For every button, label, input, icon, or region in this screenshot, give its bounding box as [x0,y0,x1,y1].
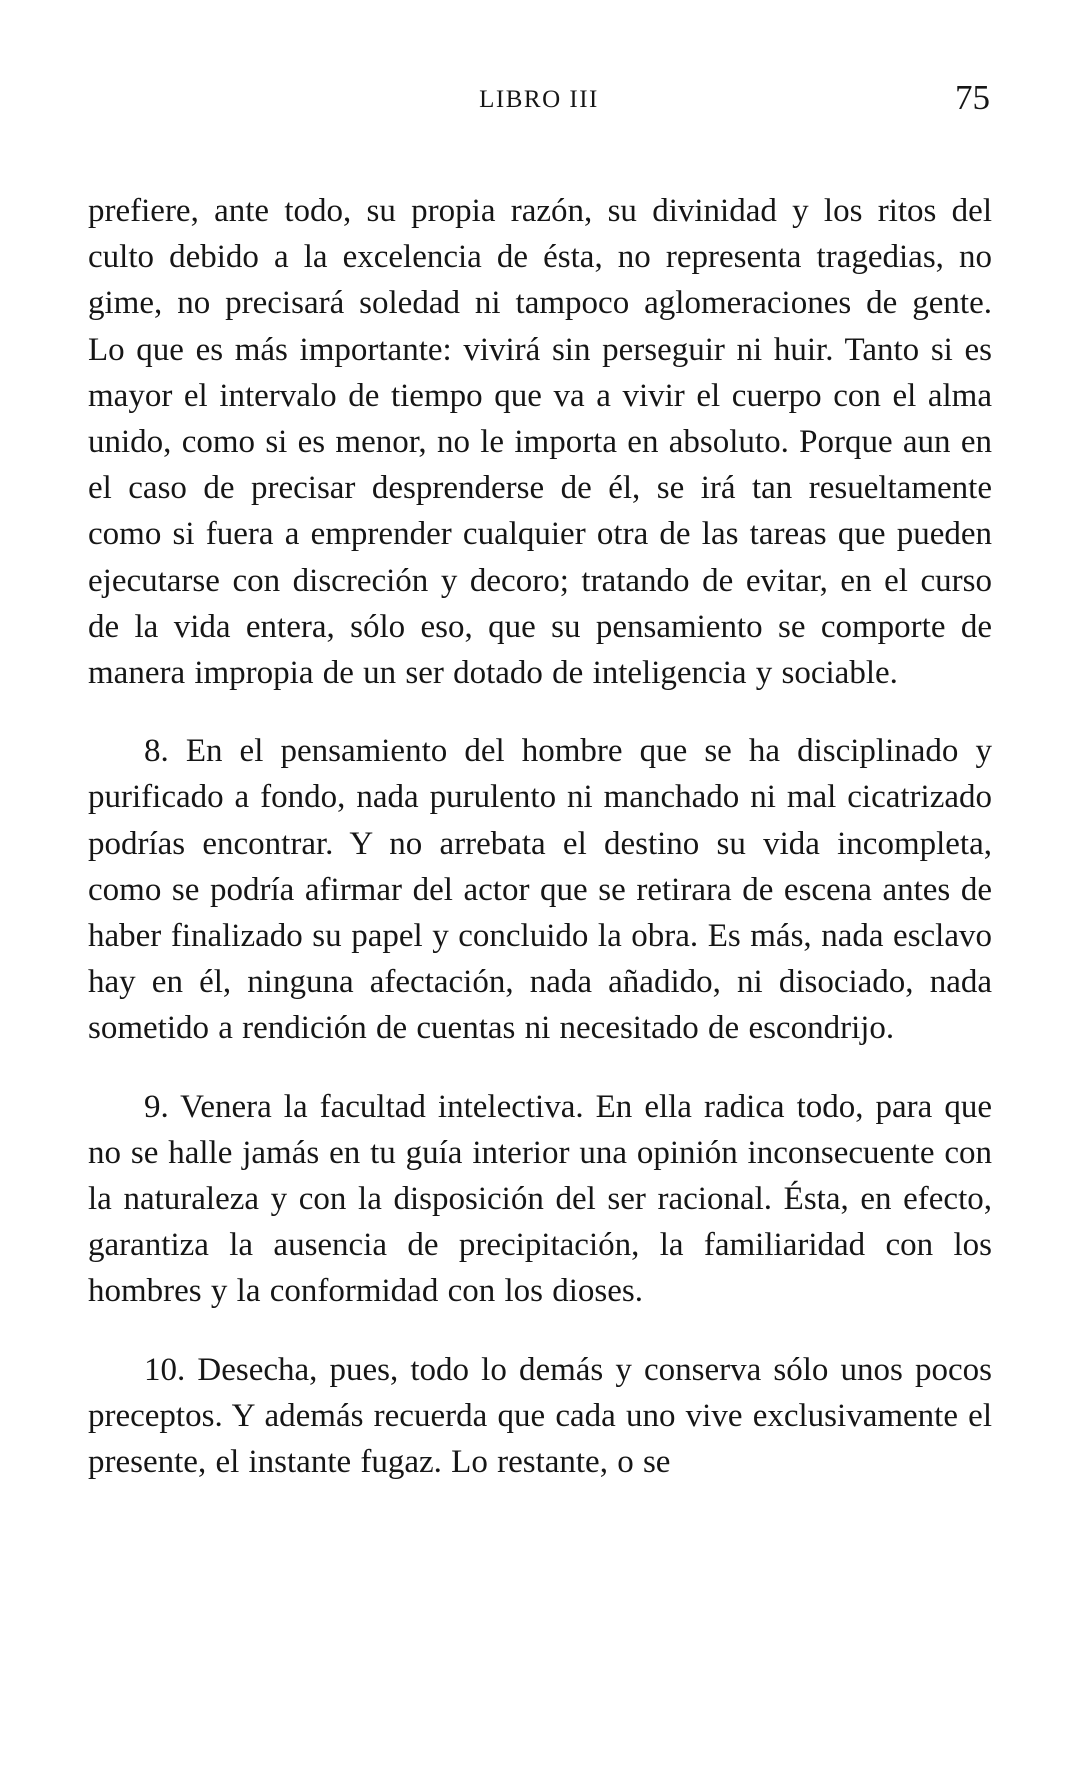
paragraph-10: 10. Desecha, pues, todo lo demás y conserva sólo unos pocos preceptos. Y además recuerda que cada uno vive exclusivamente el presente, el instante fugaz. Lo restante, o se [88,1351,992,1481]
running-title: LIBRO III [479,86,599,113]
paragraph-9: 9. Venera la facultad intelectiva. En ella radica todo, para que no se halle jamás en tu guía interior una opinión inconsecuente con la naturaleza y con la disposición del ser racional. Ésta, en efecto, garantiza la ausencia de precipitación, la familiaridad con los hombres y la conformidad con los dioses. [88,1088,992,1310]
running-head [88,78,990,124]
body-text [88,188,992,1485]
paragraph-continuation: prefiere, ante todo, su propia razón, su divinidad y los ritos del culto debido a la excelencia de ésta, no representa tragedias, no gime, no precisará soledad ni tampoco aglomeraciones de gente. Lo que es más importante: vivirá sin perseguir ni huir. Tanto si es mayor el intervalo de tiempo que va a vivir el cuerpo con el alma unido, como si es menor, no le importa en absoluto. Porque aun en el caso de precisar desprenderse de él, se irá tan resueltamente como si fuera a emprender cualquier otra de las tareas que pueden ejecutarse con discreción y decoro; tratando de evitar, en el curso de la vida entera, sólo eso, que su pensamiento se comporte de manera impropia de un ser dotado de inteligencia y sociable. [88,193,992,692]
paragraph-8: 8. En el pensamiento del hombre que se ha disciplinado y purificado a fondo, nada purulento ni manchado ni mal cicatrizado podrías encontrar. Y no arrebata el destino su vida incompleta, como se podría afirmar del actor que se retirara de escena antes de haber finalizado su papel y concluido la obra. Es más, nada esclavo hay en él, ninguna afectación, nada añadido, ni disociado, nada sometido a rendición de cuentas ni necesitado de escondrijo. [88,733,992,1047]
page-number: 75 [955,78,990,117]
